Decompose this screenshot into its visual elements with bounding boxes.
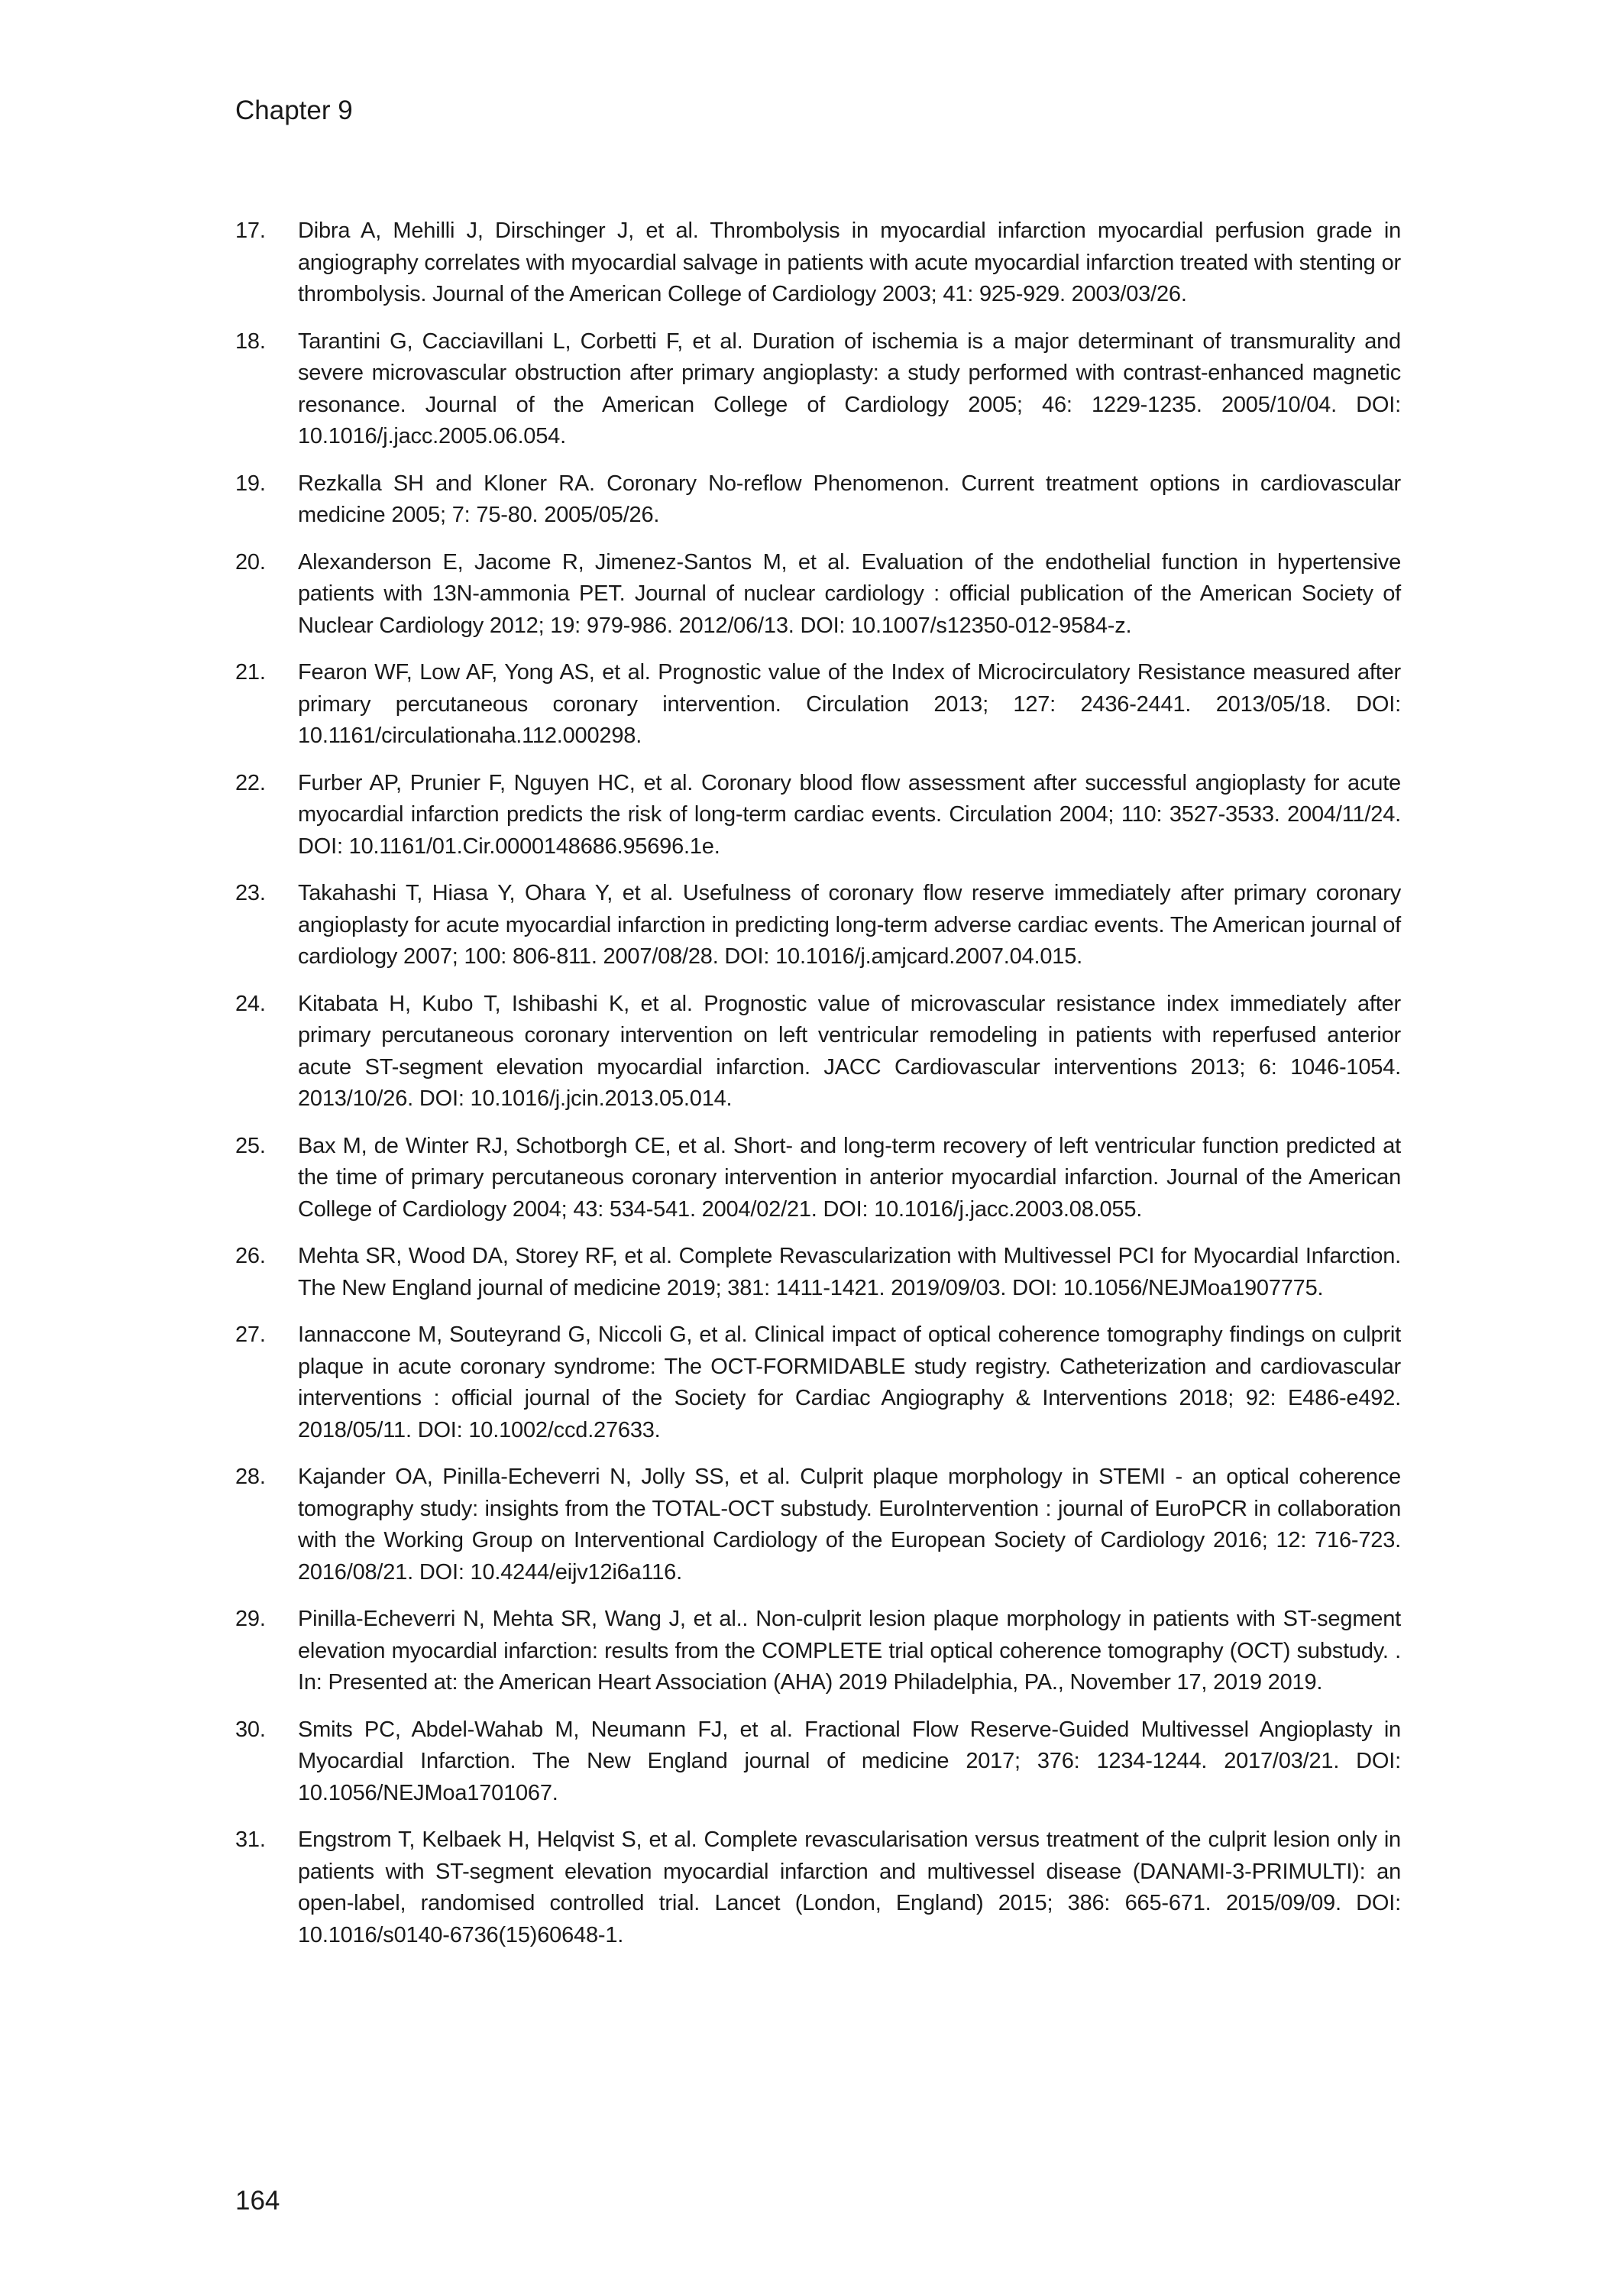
page-number: 164 [235, 2186, 280, 2216]
reference-number: 26. [235, 1244, 266, 1268]
reference-text: Mehta SR, Wood DA, Storey RF, et al. Complete Revascularization with Multivessel PCI for Myocardial Infarction. The New England journal of medicine 2019; 381: 1411-1421. 2019/09/03. DOI: 10.1056/NEJMoa1907775. [298, 1244, 1401, 1300]
reference-text: Kitabata H, Kubo T, Ishibashi K, et al. Prognostic value of microvascular resistance index immediately after primary percutaneous coronary intervention on left ventricular remodeling in patients with reperfused anterior acute ST-segment elevation myocardial infarction. JACC Cardiovascular interventions 2013; 6: 1046-1054. 2013/10/26. DOI: 10.1016/j.jcin.2013.05.014. [298, 991, 1401, 1111]
reference-number: 17. [235, 219, 266, 243]
reference-item [235, 1824, 1401, 1951]
reference-text: Pinilla-Echeverri N, Mehta SR, Wang J, et al.. Non-culprit lesion plaque morphology in patients with ST-segment elevation myocardial infarction: results from the COMPLETE trial optical coherence tomography (OCT) substudy. . In: Presented at: the American Heart Association (AHA) 2019 Philadelphia, PA., November 17, 2019 2019. [298, 1607, 1401, 1695]
reference-number: 20. [235, 549, 266, 575]
reference-item [235, 878, 1401, 973]
reference-number: 18. [235, 329, 266, 354]
reference-item [235, 768, 1401, 863]
reference-text: Bax M, de Winter RJ, Schotborgh CE, et al. Short- and long-term recovery of left ventricular function predicted at the time of primary percutaneous coronary intervention in anterior myocardial infarction. Journal of the American College of Cardiology 2004; 43: 534-541. 2004/02/21. DOI: 10.1016/j.jacc.2003.08.055. [298, 1133, 1401, 1222]
reference-number: 22. [235, 770, 266, 795]
reference-text: Dibra A, Mehilli J, Dirschinger J, et al. Thrombolysis in myocardial infarction myocardial perfusion grade in angiography correlates with myocardial salvage in patients with acute myocardial infarction treated with stenting or thrombolysis. Journal of the American College of Cardiology 2003; 41: 925-929. 2003/03/26. [298, 219, 1401, 306]
reference-item [235, 215, 1401, 311]
reference-number: 24. [235, 991, 266, 1016]
reference-item [235, 1604, 1401, 1699]
reference-item [235, 547, 1401, 643]
reference-item [235, 1714, 1401, 1810]
reference-number: 25. [235, 1133, 266, 1158]
reference-item [235, 989, 1401, 1115]
reference-text: Iannaccone M, Souteyrand G, Niccoli G, et al. Clinical impact of optical coherence tomography findings on culprit plaque in acute coronary syndrome: The OCT-FORMIDABLE study registry. Catheterization and cardiovascular interventions : official journal of the Society for Cardiac Angiography & Interventions 2018; 92: E486-e492. 2018/05/11. DOI: 10.1002/ccd.27633. [298, 1322, 1401, 1442]
reference-number: 23. [235, 881, 266, 905]
reference-text: Furber AP, Prunier F, Nguyen HC, et al. Coronary blood flow assessment after successful angioplasty for acute myocardial infarction predicts the risk of long-term cardiac events. Circulation 2004; 110: 3527-3533. 2004/11/24. DOI: 10.1161/01.Cir.0000148686.95696.1e. [298, 770, 1401, 859]
reference-list [235, 215, 1401, 1967]
reference-number: 30. [235, 1717, 266, 1742]
reference-item [235, 1131, 1401, 1226]
reference-number: 21. [235, 660, 266, 685]
reference-number: 19. [235, 471, 266, 496]
reference-item [235, 1319, 1401, 1446]
reference-item [235, 1462, 1401, 1588]
reference-item [235, 468, 1401, 532]
reference-number: 31. [235, 1827, 266, 1852]
reference-text: Engstrom T, Kelbaek H, Helqvist S, et al. Complete revascularisation versus treatment of the culprit lesion only in patients with ST-segment elevation myocardial infarction and multivessel disease (DANAMI-3-PRIMULTI): an open-label, randomised controlled trial. Lancet (London, England) 2015; 386: 665-671. 2015/09/09. DOI: 10.1016/s0140-6736(15)60648-1. [298, 1827, 1401, 1947]
reference-item [235, 326, 1401, 453]
reference-text: Tarantini G, Cacciavillani L, Corbetti F, et al. Duration of ischemia is a major determinant of transmurality and severe microvascular obstruction after primary angioplasty: a study performed with contrast-enhanced magnetic resonance. Journal of the American College of Cardiology 2005; 46: 1229-1235. 2005/10/04. DOI: 10.1016/j.jacc.2005.06.054. [298, 329, 1401, 448]
reference-number: 29. [235, 1607, 266, 1631]
reference-text: Takahashi T, Hiasa Y, Ohara Y, et al. Usefulness of coronary flow reserve immediately after primary coronary angioplasty for acute myocardial infarction in predicting long-term adverse cardiac events. The American journal of cardiology 2007; 100: 806-811. 2007/08/28. DOI: 10.1016/j.amjcard.2007.04.015. [298, 881, 1401, 969]
reference-text: Smits PC, Abdel-Wahab M, Neumann FJ, et al. Fractional Flow Reserve-Guided Multivessel Angioplasty in Myocardial Infarction. The New England journal of medicine 2017; 376: 1234-1244. 2017/03/21. DOI: 10.1056/NEJMoa1701067. [298, 1717, 1401, 1805]
reference-text: Rezkalla SH and Kloner RA. Coronary No-reflow Phenomenon. Current treatment options in cardiovascular medicine 2005; 7: 75-80. 2005/05/26. [298, 471, 1401, 527]
reference-text: Alexanderson E, Jacome R, Jimenez-Santos M, et al. Evaluation of the endothelial function in hypertensive patients with 13N-ammonia PET. Journal of nuclear cardiology : official publication of the American Society of Nuclear Cardiology 2012; 19: 979-986. 2012/06/13. DOI: 10.1007/s12350-012-9584-z. [298, 549, 1401, 638]
reference-number: 27. [235, 1322, 266, 1347]
running-head: Chapter 9 [235, 96, 353, 125]
reference-text: Fearon WF, Low AF, Yong AS, et al. Prognostic value of the Index of Microcirculatory Resistance measured after primary percutaneous coronary intervention. Circulation 2013; 127: 2436-2441. 2013/05/18. DOI: 10.1161/circulationaha.112.000298. [298, 660, 1401, 748]
reference-text: Kajander OA, Pinilla-Echeverri N, Jolly SS, et al. Culprit plaque morphology in STEMI - an optical coherence tomography study: insights from the TOTAL-OCT substudy. EuroIntervention : journal of EuroPCR in collaboration with the Working Group on Interventional Cardiology of the European Society of Cardiology 2016; 12: 716-723. 2016/08/21. DOI: 10.4244/eijv12i6a116. [298, 1465, 1401, 1585]
reference-item [235, 657, 1401, 753]
reference-item [235, 1241, 1401, 1304]
reference-number: 28. [235, 1465, 266, 1489]
